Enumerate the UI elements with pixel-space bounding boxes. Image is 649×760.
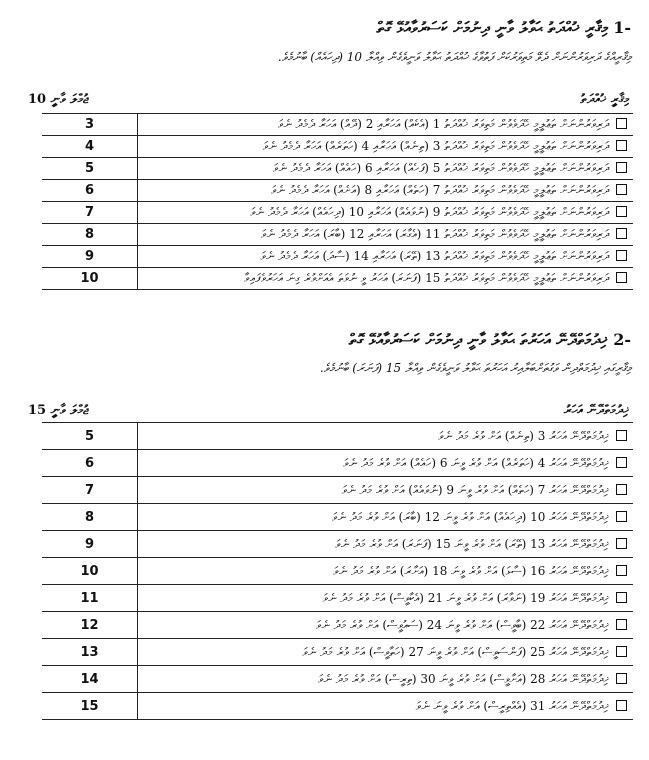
table-row	[42, 268, 633, 290]
checkbox[interactable]	[616, 272, 627, 283]
section-1-table	[42, 113, 633, 290]
criteria-label: ދަރިވަރުންނަށް ތަޢުލީމީ ހޭދަވެވުން މަތިވަރު ޚުއްދަތު 9 (ނުވައެއް) އަހަރާއި 10 (ދިހައެއް) އަހަރާ ދެމެދު ނެވަ	[250, 205, 609, 219]
table-row	[42, 136, 633, 158]
section-2-subtitle: މިޤާރީގައި ޚިދުމަތްދިން ވަގުތަށްބަލާއިރު އަހަރުތަ ޙަވާލު ވަނީވެގެން ވިއްލާ 15 (ފަނަރަ) ބާނުމެވެ.	[319, 361, 631, 375]
checkbox[interactable]	[616, 184, 627, 195]
criteria-cell	[138, 639, 634, 666]
table-row	[42, 585, 633, 612]
criteria-cell	[138, 136, 634, 158]
criteria-cell	[138, 558, 634, 585]
criteria-label: ޚިދުމަތްދޭނޭ އަހަރު 22 (ބާވީސް) އަށް ވުރެ ވީނަ 24 (ސައުވީސް) އަށް ވުރެ މަދު ނެވަ	[315, 617, 609, 632]
criteria-cell	[138, 585, 634, 612]
criteria-label: ދަރިވަރުންނަށް ތަޢުލީމީ ހޭދަވެވުން މަތިވަރު ޚުއްދަތު 7 (ހަތެއް) އަހަރާއި 8 (އަށެއް) އަހަރާ ދެމެދު ނެވަ	[271, 183, 609, 197]
table-row	[42, 666, 633, 693]
section-2-criteria-header: ޚިދުމަތްދޭނޭ އަހަރު	[563, 403, 629, 418]
criteria-label: ޚިދުމަތްދޭނޭ އަހަރު 25 (ފަންސަވީސް) އަށް ވުރެ ވީނަ 27 (ހަތާވީސް) އަށް ވުރެ މަދު ނެވަ	[302, 644, 609, 659]
criteria-label: ޚިދުމަތްދޭނޭ އަހަރު 19 (ނަވާރަ) އަށް ވުރެ ވީނަ 21 (އެކާވީސް) އަށް ވުރެ މަދު ނެވަ	[322, 590, 609, 605]
table-row	[42, 158, 633, 180]
criteria-label: ދަރިވަރުންނަށް ތަޢުލީމީ ހޭދަވެވުން މަތިވަރު ޚުއްދަތު 5 (ފަހެއް) އަހަރާއި 6 (ހައެއް) އަހަރާ ދެމެދު ނެވަ	[272, 161, 609, 175]
checkbox[interactable]	[616, 538, 627, 549]
score-cell: 7	[42, 477, 138, 504]
criteria-label: ދަރިވަރުންނަށް ތަޢުލީމީ ހޭދަވެވުން މަތިވަރު ޚުއްދަތު 1 (އެކެއް) އަހަރާއި 2 (ދޭއް) އަހަރާ ދެމެދު ނެވަ	[277, 117, 609, 131]
score-cell: 10	[42, 558, 138, 585]
checkbox[interactable]	[616, 592, 627, 603]
score-cell: 6	[42, 180, 138, 202]
score-cell: 13	[42, 639, 138, 666]
table-row	[42, 693, 633, 720]
section-1-title: -1 މިޤާރީ ޚުއްދަތު ޙަވާލު ވާނީ ދިނުމަށް ކަސަރުވާއުޅޭ ގޮތް	[376, 18, 631, 37]
table-row	[42, 639, 633, 666]
criteria-cell	[138, 666, 634, 693]
score-cell: 7	[42, 202, 138, 224]
checkbox[interactable]	[616, 457, 627, 468]
score-cell: 11	[42, 585, 138, 612]
table-row	[42, 477, 633, 504]
criteria-label: ޚިދުމަތްދޭނޭ އަހަރު 10 (ދިހައެއް) އަށް ވުރެ ވީނަ 12 (ބާރަ) އަށް ވުރެ މަދު ނެވަ	[332, 509, 609, 524]
criteria-cell	[138, 504, 634, 531]
criteria-label: ދަރިވަރުންނަށް ތަޢުލީމީ ހޭދަވެވުން މަތިވަރު ޚުއްދަތު 3 (ތިނެއް) އަހަރާއި 4 (ހަތަރެއް) އަހަރާ ދެމެދު ނެވަ	[262, 139, 609, 153]
criteria-cell	[138, 202, 634, 224]
criteria-cell	[138, 477, 634, 504]
checkbox[interactable]	[616, 565, 627, 576]
score-cell: 3	[42, 114, 138, 136]
table-row	[42, 423, 633, 450]
score-cell: 9	[42, 246, 138, 268]
score-cell: 6	[42, 450, 138, 477]
checkbox[interactable]	[616, 140, 627, 151]
criteria-cell	[138, 612, 634, 639]
criteria-label: ޚިދުމަތްދޭނޭ އަހަރު 7 (ހަތެއް) އަށް ވުރެ ވީނަ 9 (ނުވައެއް) އަށް ވުރެ މަދު ނެވަ	[341, 482, 609, 497]
checkbox[interactable]	[616, 511, 627, 522]
criteria-label: ދަރިވަރުންނަށް ތަޢުލީމީ ހޭދަވެވުން މަތިވަރު ޚުއްދަތު 13 (ތޭރަ) އަހަރާއި 14 (ސާދަ) އަހަރާ ދެމެދު ނެވަ	[260, 249, 609, 263]
criteria-cell	[138, 268, 634, 290]
criteria-label: ޚިދުމަތްދޭނޭ އަހަރު 28 (އަށާވީސް) އަށް ވުރެ ވީނަ 30 (ތިރީސް) އަށް ވުރެ މަދު ނެވަ	[317, 671, 609, 686]
section-2-table	[42, 422, 633, 720]
score-cell: 15	[42, 693, 138, 720]
checkbox[interactable]	[616, 118, 627, 129]
score-cell: 8	[42, 224, 138, 246]
criteria-cell	[138, 158, 634, 180]
criteria-label: ޚިދުމަތްދޭނޭ އަހަރު 13 (ތޭރަ) އަށް ވުރެ ވީނަ 15 (ފަނަރަ) އަށް ވުރެ މަދު ނެވަ	[335, 536, 609, 551]
criteria-cell	[138, 114, 634, 136]
criteria-cell	[138, 423, 634, 450]
checkbox[interactable]	[616, 619, 627, 630]
table-row	[42, 180, 633, 202]
checkbox[interactable]	[616, 700, 627, 711]
checkbox[interactable]	[616, 228, 627, 239]
table-row	[42, 224, 633, 246]
criteria-label: ޚިދުމަތްދޭނޭ އަހަރު 16 (ސާޅަ) އަށް ވުރެ ވީނަ 18 (އަށާރަ) އަށް ވުރެ މަދު ނެވަ	[333, 563, 609, 578]
section-2-score-header: 15 ޖުމްލަ ވާނީ	[28, 403, 89, 418]
criteria-cell	[138, 693, 634, 720]
criteria-label: ދަރިވަރުންނަށް ތަޢުލީމީ ހޭދަވެވުން މަތިވަރު ޚުއްދަތު 11 (އެގާރަ) އަހަރާއި 12 (ބާރަ) އަހަރާ ދެމެދު ނެވަ	[261, 227, 609, 241]
section-1-score-header: ޖުމްލަ ވާނީ 10	[28, 92, 89, 107]
checkbox[interactable]	[616, 673, 627, 684]
criteria-cell	[138, 180, 634, 202]
criteria-label: ޚިދުމަތްދޭނޭ އަހަރު 4 (ހަތަރެއް) އަށް ވުރެ ވީނަ 6 (ހައެއް) އަށް ވުރެ މަދު ނެވަ	[343, 455, 609, 470]
table-row	[42, 450, 633, 477]
score-cell: 4	[42, 136, 138, 158]
table-row	[42, 246, 633, 268]
criteria-label: ޚިދުމަތްދޭނޭ އަހަރު 3 (ތިނެއް) އަށް ވުރެ މަދު ނެވަ	[438, 428, 609, 443]
score-cell: 9	[42, 531, 138, 558]
checkbox[interactable]	[616, 250, 627, 261]
table-row	[42, 531, 633, 558]
criteria-cell	[138, 224, 634, 246]
criteria-cell	[138, 531, 634, 558]
criteria-label: ޚިދުމަތްދޭނޭ އަހަރު 31 (އެއްތިރީސް) އަށް ވުރެ ވީނަ ނެވަ	[415, 698, 609, 713]
table-row	[42, 504, 633, 531]
section-2-title: -2 ޚިދުމަތްދޭނޭ އަހަރުތަ ޙަވާލު ވާނީ ދިނުމަށް ކަސަރުވާއުޅޭ ގޮތް	[348, 330, 631, 349]
score-cell: 8	[42, 504, 138, 531]
criteria-label: ދަރިވަރުންނަށް ތަޢުލީމީ ހޭދަވެވުން މަތިވަރު ޚުއްދަތު 15 (ފަނަރަ) އަހަރު ވީ ނުވަތަ އެއަށްވުރެ ގިނަ އަހަރުވެފައިވާ	[244, 271, 609, 285]
section-1-subtitle: މިޤާރީއްގެ ދަރިވަރުންނަށް ދެވޭ މަތިވަރުކަށް ފަތުވާގެ ޚުއްދަތު ޙަވާލު ވަނީވެގެން ވިއްލާ 10 (ދިހައެއް) ބާނުމެވެ.	[277, 50, 631, 64]
score-cell: 5	[42, 158, 138, 180]
checkbox[interactable]	[616, 646, 627, 657]
checkbox[interactable]	[616, 430, 627, 441]
checkbox[interactable]	[616, 162, 627, 173]
table-row	[42, 202, 633, 224]
table-row	[42, 612, 633, 639]
score-cell: 10	[42, 268, 138, 290]
score-cell: 12	[42, 612, 138, 639]
section-1-criteria-header: މިޤާރީ ޚުއްދަތު	[580, 92, 629, 107]
table-row	[42, 558, 633, 585]
checkbox[interactable]	[616, 484, 627, 495]
checkbox[interactable]	[616, 206, 627, 217]
score-cell: 5	[42, 423, 138, 450]
table-row	[42, 114, 633, 136]
criteria-cell	[138, 246, 634, 268]
criteria-cell	[138, 450, 634, 477]
score-cell: 14	[42, 666, 138, 693]
